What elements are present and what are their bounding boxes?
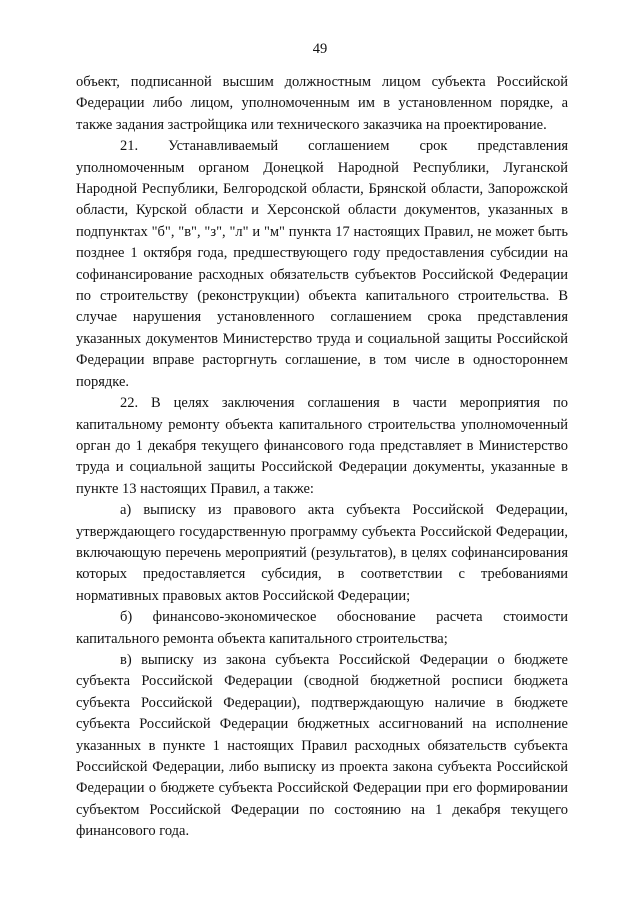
paragraph-subitem-a: а) выписку из правового акта субъекта Российской Федерации, утверждающего государственную программу субъекта Российской Федерации, включающую перечень мероприятий (результатов), в целях софинансирования которых предоставляется субсидия, в соответствии с требованиями нормативных правовых актов Российской Федерации; — [76, 502, 568, 604]
page-number: 49 — [312, 41, 328, 57]
paragraph-item-22: 22. В целях заключения соглашения в части мероприятия по капитальному ремонту объекта капитального строительства уполномоченный орган до 1 декабря текущего финансового года представляет в Министерство труда и социальной защиты Российской Федерации документы, указанные в пункте 13 настоящих Правил, а также: — [76, 395, 568, 497]
paragraph-subitem-v: в) выписку из закона субъекта Российской Федерации о бюджете субъекта Российской Федерации (сводной бюджетной росписи бюджета субъекта Российской Федерации), подтверждающую наличие в бюджете субъекта Российской Федерации бюджетных ассигнований на исполнение указанных в пункте 1 настоящих Правил расходных обязательств субъекта Российской Федерации, либо выписку из проекта закона субъекта Российской Федерации о бюджете субъекта Российской Федерации при его формировании субъектом Российской Федерации по состоянию на 1 декабря текущего финансового года. — [76, 651, 568, 840]
paragraph-continuation: объект, подписанной высшим должностным лицом субъекта Российской Федерации либо лицом, уполномоченным им в установленном порядке, а также задания застройщика или технического заказчика на проектирование. — [76, 74, 568, 133]
paragraph-subitem-b: б) финансово-экономическое обоснование расчета стоимости капитального ремонта объекта капитального строительства; — [76, 609, 568, 647]
paragraph-item-21: 21. Устанавливаемый соглашением срок представления уполномоченным органом Донецкой Народной Республики, Луганской Народной Республики, Белгородской области, Брянской области, Запорожской области, Курской области и Херсонской области документов, указанных в подпунктах "б", "в", "з", "л" и "м" пункта 17 настоящих Правил, не может быть позднее 1 октября года, предшествующего году предоставления субсидии на софинансирование расходных обязательств субъектов Российской Федерации по строительству (реконструкции) объекта капитального строительства. В случае нарушения установленного соглашением срока представления указанных документов Министерство труда и социальной защиты Российской Федерации вправе расторгнуть соглашение, в том числе в одностороннем порядке. — [76, 138, 568, 390]
document-body — [76, 72, 568, 843]
